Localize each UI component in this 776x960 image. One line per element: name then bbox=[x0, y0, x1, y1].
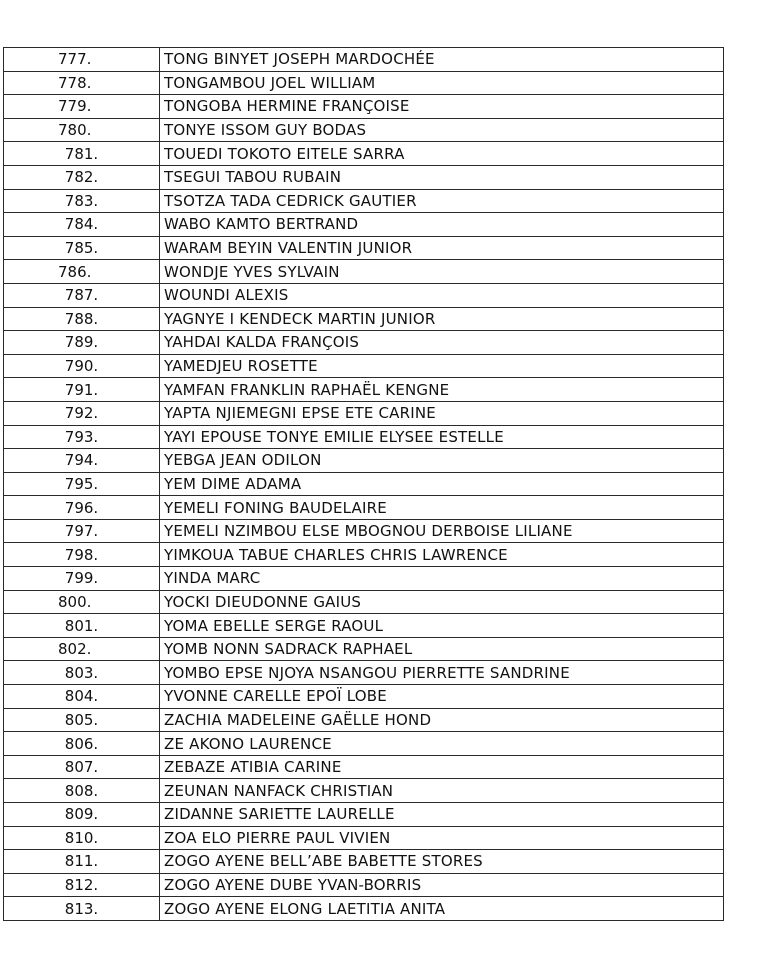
person-name: YEBGA JEAN ODILON bbox=[160, 449, 724, 473]
person-name: YAYI EPOUSE TONYE EMILIE ELYSEE ESTELLE bbox=[160, 425, 724, 449]
table-row bbox=[4, 331, 724, 355]
person-name: YEM DIME ADAMA bbox=[160, 472, 724, 496]
row-number: 796. bbox=[4, 496, 160, 520]
person-name: YAGNYE I KENDECK MARTIN JUNIOR bbox=[160, 307, 724, 331]
table-row bbox=[4, 401, 724, 425]
row-number: 793. bbox=[4, 425, 160, 449]
person-name: YOCKI DIEUDONNE GAIUS bbox=[160, 590, 724, 614]
table-row bbox=[4, 354, 724, 378]
row-number: 806. bbox=[4, 732, 160, 756]
person-name: WARAM BEYIN VALENTIN JUNIOR bbox=[160, 236, 724, 260]
table-row bbox=[4, 48, 724, 72]
row-number: 808. bbox=[4, 779, 160, 803]
row-number: 791. bbox=[4, 378, 160, 402]
table-row bbox=[4, 519, 724, 543]
row-number: 813. bbox=[4, 897, 160, 921]
row-number: 785. bbox=[4, 236, 160, 260]
row-number: 809. bbox=[4, 803, 160, 827]
table-row bbox=[4, 826, 724, 850]
table-row bbox=[4, 260, 724, 284]
row-number: 798. bbox=[4, 543, 160, 567]
person-name: YAMEDJEU ROSETTE bbox=[160, 354, 724, 378]
person-name: TONG BINYET JOSEPH MARDOCHÉE bbox=[160, 48, 724, 72]
table-row bbox=[4, 307, 724, 331]
table-row bbox=[4, 472, 724, 496]
person-name: TONYE ISSOM GUY BODAS bbox=[160, 118, 724, 142]
table-row bbox=[4, 755, 724, 779]
row-number: 812. bbox=[4, 873, 160, 897]
person-name: WABO KAMTO BERTRAND bbox=[160, 213, 724, 237]
person-name: YIMKOUA TABUE CHARLES CHRIS LAWRENCE bbox=[160, 543, 724, 567]
row-number: 783. bbox=[4, 189, 160, 213]
name-list-sheet bbox=[3, 47, 723, 921]
person-name: ZIDANNE SARIETTE LAURELLE bbox=[160, 803, 724, 827]
table-row bbox=[4, 378, 724, 402]
person-name: ZEBAZE ATIBIA CARINE bbox=[160, 755, 724, 779]
table-row bbox=[4, 661, 724, 685]
row-number: 807. bbox=[4, 755, 160, 779]
person-name: TONGOBA HERMINE FRANÇOISE bbox=[160, 95, 724, 119]
row-number: 804. bbox=[4, 685, 160, 709]
table-row bbox=[4, 95, 724, 119]
person-name: ZE AKONO LAURENCE bbox=[160, 732, 724, 756]
row-number: 800. bbox=[4, 590, 160, 614]
person-name: WOUNDI ALEXIS bbox=[160, 283, 724, 307]
row-number: 795. bbox=[4, 472, 160, 496]
row-number: 782. bbox=[4, 165, 160, 189]
row-number: 797. bbox=[4, 519, 160, 543]
row-number: 787. bbox=[4, 283, 160, 307]
table-row bbox=[4, 779, 724, 803]
row-number: 781. bbox=[4, 142, 160, 166]
row-number: 803. bbox=[4, 661, 160, 685]
person-name: ZOA ELO PIERRE PAUL VIVIEN bbox=[160, 826, 724, 850]
row-number: 792. bbox=[4, 401, 160, 425]
table-row bbox=[4, 637, 724, 661]
table-row bbox=[4, 236, 724, 260]
row-number: 786. bbox=[4, 260, 160, 284]
row-number: 780. bbox=[4, 118, 160, 142]
table-row bbox=[4, 496, 724, 520]
row-number: 784. bbox=[4, 213, 160, 237]
person-name: ZOGO AYENE DUBE YVAN-BORRIS bbox=[160, 873, 724, 897]
person-name: YAPTA NJIEMEGNI EPSE ETE CARINE bbox=[160, 401, 724, 425]
person-name: TSOTZA TADA CEDRICK GAUTIER bbox=[160, 189, 724, 213]
person-name: TOUEDI TOKOTO EITELE SARRA bbox=[160, 142, 724, 166]
person-name: TONGAMBOU JOEL WILLIAM bbox=[160, 71, 724, 95]
person-name: YOMA EBELLE SERGE RAOUL bbox=[160, 614, 724, 638]
person-name: YAHDAI KALDA FRANÇOIS bbox=[160, 331, 724, 355]
table-row bbox=[4, 873, 724, 897]
person-name: YEMELI FONING BAUDELAIRE bbox=[160, 496, 724, 520]
person-name: WONDJE YVES SYLVAIN bbox=[160, 260, 724, 284]
row-number: 779. bbox=[4, 95, 160, 119]
person-name: ZACHIA MADELEINE GAËLLE HOND bbox=[160, 708, 724, 732]
row-number: 802. bbox=[4, 637, 160, 661]
table-row bbox=[4, 213, 724, 237]
table-row bbox=[4, 283, 724, 307]
person-name: YOMB NONN SADRACK RAPHAEL bbox=[160, 637, 724, 661]
table-row bbox=[4, 543, 724, 567]
table-row bbox=[4, 732, 724, 756]
table-row bbox=[4, 449, 724, 473]
table-row bbox=[4, 708, 724, 732]
row-number: 777. bbox=[4, 48, 160, 72]
person-name: ZOGO AYENE ELONG LAETITIA ANITA bbox=[160, 897, 724, 921]
person-name: YOMBO EPSE NJOYA NSANGOU PIERRETTE SANDRINE bbox=[160, 661, 724, 685]
name-list-body bbox=[4, 48, 724, 921]
table-row bbox=[4, 118, 724, 142]
row-number: 810. bbox=[4, 826, 160, 850]
table-row bbox=[4, 71, 724, 95]
name-list-table bbox=[3, 47, 724, 921]
table-row bbox=[4, 897, 724, 921]
row-number: 789. bbox=[4, 331, 160, 355]
row-number: 799. bbox=[4, 567, 160, 591]
row-number: 788. bbox=[4, 307, 160, 331]
row-number: 805. bbox=[4, 708, 160, 732]
table-row bbox=[4, 685, 724, 709]
person-name: ZOGO AYENE BELL’ABE BABETTE STORES bbox=[160, 850, 724, 874]
table-row bbox=[4, 850, 724, 874]
table-row bbox=[4, 590, 724, 614]
table-row bbox=[4, 425, 724, 449]
table-row bbox=[4, 614, 724, 638]
person-name: YEMELI NZIMBOU ELSE MBOGNOU DERBOISE LILIANE bbox=[160, 519, 724, 543]
row-number: 811. bbox=[4, 850, 160, 874]
table-row bbox=[4, 142, 724, 166]
row-number: 794. bbox=[4, 449, 160, 473]
person-name: ZEUNAN NANFACK CHRISTIAN bbox=[160, 779, 724, 803]
table-row bbox=[4, 165, 724, 189]
person-name: YAMFAN FRANKLIN RAPHAËL KENGNE bbox=[160, 378, 724, 402]
person-name: TSEGUI TABOU RUBAIN bbox=[160, 165, 724, 189]
table-row bbox=[4, 803, 724, 827]
table-row bbox=[4, 567, 724, 591]
row-number: 801. bbox=[4, 614, 160, 638]
person-name: YINDA MARC bbox=[160, 567, 724, 591]
row-number: 778. bbox=[4, 71, 160, 95]
table-row bbox=[4, 189, 724, 213]
row-number: 790. bbox=[4, 354, 160, 378]
person-name: YVONNE CARELLE EPOÏ LOBE bbox=[160, 685, 724, 709]
